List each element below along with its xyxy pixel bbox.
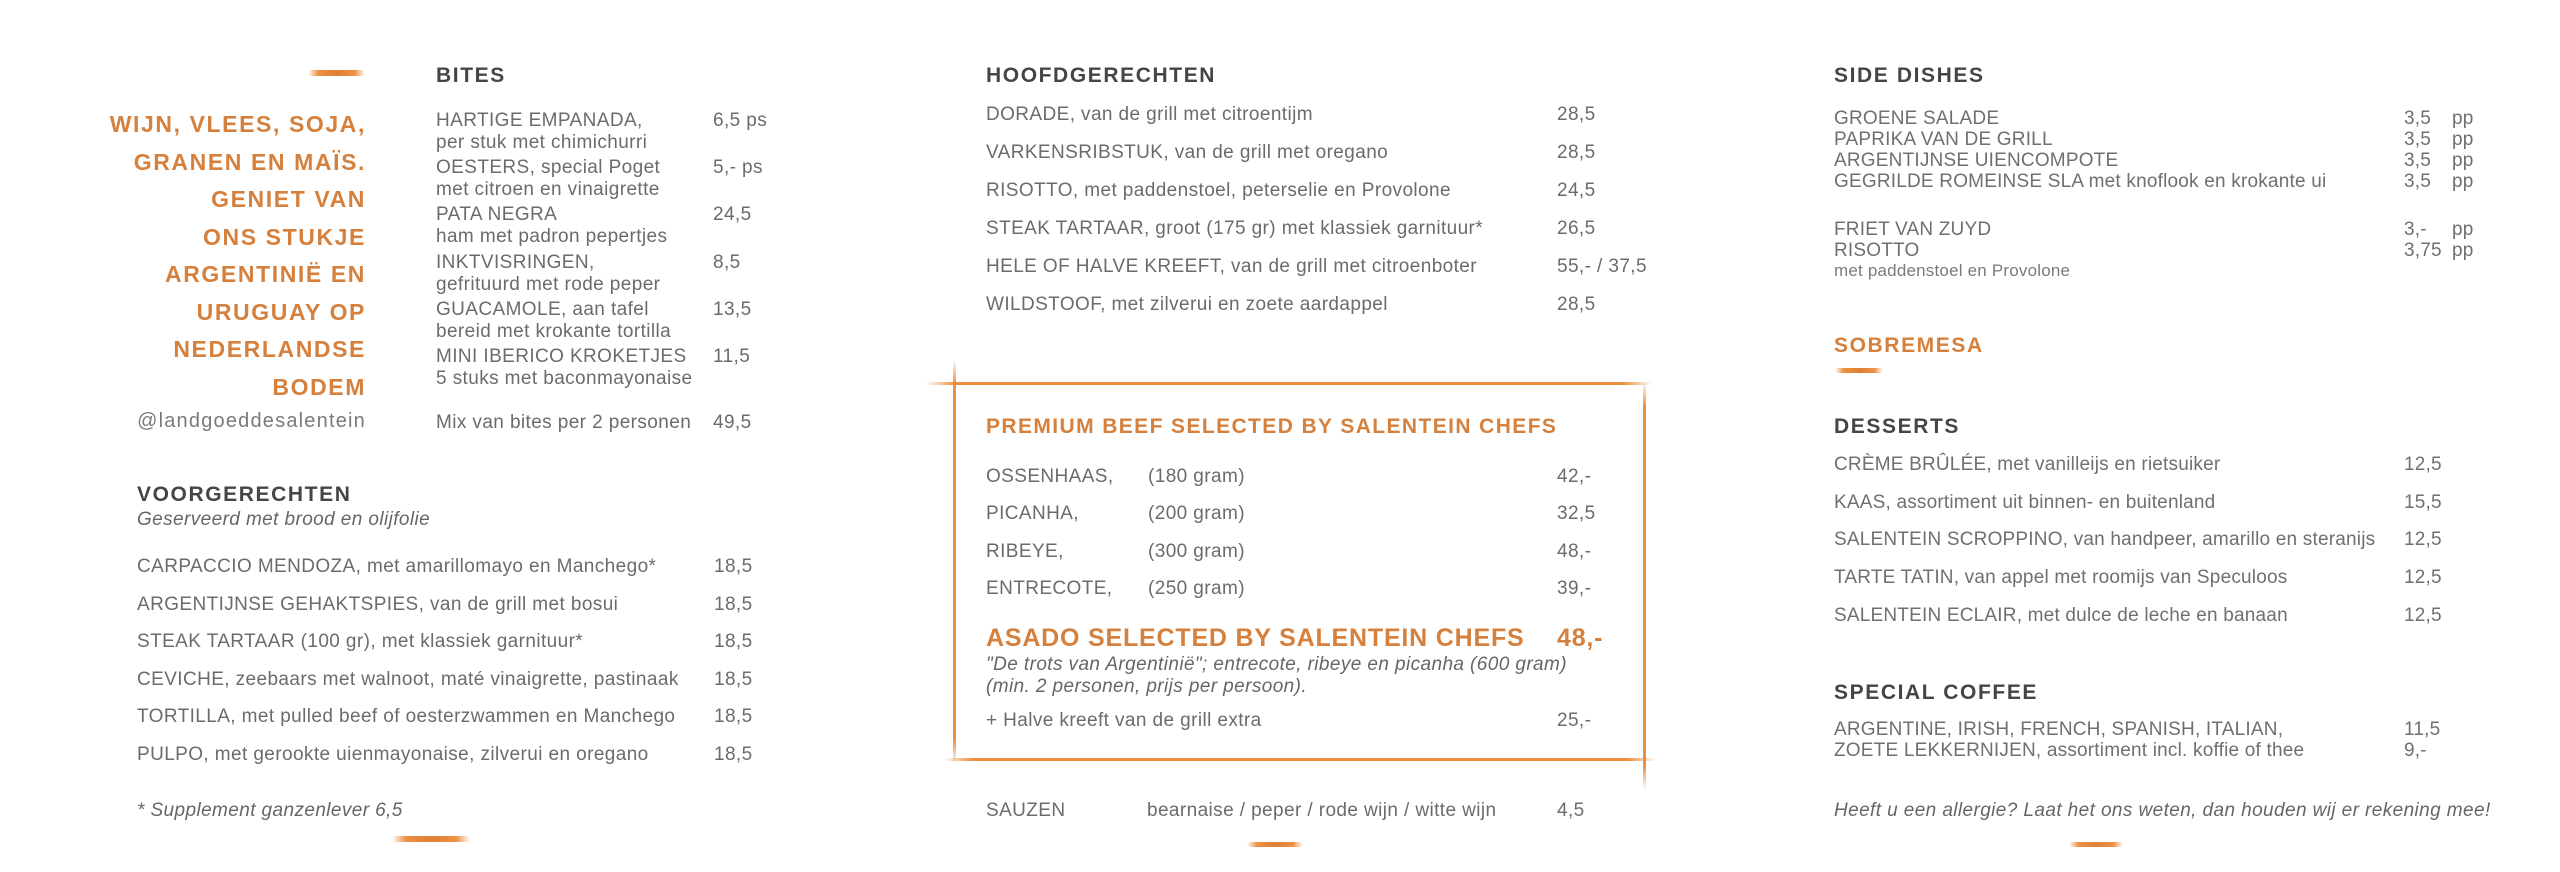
menu-item xyxy=(986,710,1592,731)
menu-item xyxy=(436,110,796,154)
section-subtitle: Geserveerd met brood en olijfolie xyxy=(137,509,431,530)
item-text: HARTIGE EMPANADA, xyxy=(436,110,643,131)
item-price: 12,5 xyxy=(2404,567,2442,588)
headline-line: BODEM xyxy=(272,373,366,400)
item-price: 32,5 xyxy=(1557,503,1596,524)
item-text: GEGRILDE ROMEINSE SLA met knoflook en krokante ui xyxy=(1834,171,2327,192)
item-text: GUACAMOLE, aan tafel xyxy=(436,299,649,320)
item-price: 28,5 xyxy=(1557,294,1596,315)
item-text: RISOTTO xyxy=(1834,240,1920,261)
item-subtext: met paddenstoel en Provolone xyxy=(1834,261,2071,280)
item-text: ARGENTIJNSE UIENCOMPOTE xyxy=(1834,150,2119,171)
sauzen-options: bearnaise / peper / rode wijn / witte wijn xyxy=(1147,800,1497,821)
menu-item xyxy=(436,252,796,296)
menu-item xyxy=(1834,108,2474,129)
item-price: 18,5 xyxy=(714,594,753,615)
item-price: 4,5 xyxy=(1557,800,1585,821)
footnote: * Supplement ganzenlever 6,5 xyxy=(137,800,403,821)
item-text: TORTILLA, met pulled beef of oesterzwammen en Manchego xyxy=(137,706,676,727)
menu-item xyxy=(436,204,796,248)
item-text: STEAK TARTAAR (100 gr), met klassiek garnituur* xyxy=(137,631,584,652)
asado-description: "De trots van Argentinië"; entrecote, ribeye en picanha (600 gram) xyxy=(986,654,1567,675)
menu-item xyxy=(986,294,1596,315)
item-weight: (300 gram) xyxy=(1148,541,1245,562)
item-text: CEVICHE, zeebaars met walnoot, maté vinaigrette, pastinaak xyxy=(137,669,679,690)
item-unit: pp xyxy=(2452,129,2474,150)
menu-item xyxy=(1834,567,2442,588)
box-border-right xyxy=(1643,382,1646,790)
instagram-handle: @landgoeddesalentein xyxy=(137,410,366,432)
item-text: ENTRECOTE, xyxy=(986,578,1113,599)
item-text: STEAK TARTAAR, groot (175 gr) met klassiek garnituur* xyxy=(986,218,1484,239)
menu-item xyxy=(986,142,1596,163)
menu-item xyxy=(1834,529,2442,550)
item-text: WILDSTOOF, met zilverui en zoete aardappel xyxy=(986,294,1388,315)
menu-item xyxy=(137,594,753,615)
item-price: 42,- xyxy=(1557,466,1592,487)
item-price: 12,5 xyxy=(2404,529,2442,550)
brush-dash-icon xyxy=(1835,368,1883,373)
item-text: FRIET VAN ZUYD xyxy=(1834,219,1992,240)
item-text: OSSENHAAS, xyxy=(986,466,1114,487)
item-price: 55,- / 37,5 xyxy=(1557,256,1647,277)
item-text: VARKENSRIBSTUK, van de grill met oregano xyxy=(986,142,1389,163)
item-price: 9,- xyxy=(2404,740,2427,761)
menu-item xyxy=(1834,171,2474,192)
item-unit: pp xyxy=(2452,171,2474,192)
item-price: 18,5 xyxy=(714,669,753,690)
item-text: SALENTEIN ECLAIR, met dulce de leche en banaan xyxy=(1834,605,2288,626)
section-title-asado xyxy=(986,624,1604,653)
item-price: 18,5 xyxy=(714,744,753,765)
allergy-note: Heeft u een allergie? Laat het ons weten, dan houden wij er rekening mee! xyxy=(1834,800,2491,821)
item-subtext: 5 stuks met baconmayonaise xyxy=(436,368,693,389)
box-border-left xyxy=(953,360,956,764)
item-subtext: ham met padron pepertjes xyxy=(436,226,668,247)
box-border-top xyxy=(926,382,1652,385)
headline-line: WIJN, VLEES, SOJA, xyxy=(109,111,366,137)
menu-item xyxy=(986,503,1596,525)
item-price: 3,5 xyxy=(2404,150,2432,171)
item-text: CARPACCIO MENDOZA, met amarillomayo en Manchego* xyxy=(137,556,657,577)
menu-item xyxy=(436,346,796,390)
section-title-side-dishes: SIDE DISHES xyxy=(1834,64,1985,87)
menu-item xyxy=(986,180,1596,201)
menu-item xyxy=(1834,240,2474,261)
headline-line: ONS STUKJE xyxy=(203,223,366,250)
item-price: 24,5 xyxy=(713,204,752,225)
brush-dash-icon xyxy=(308,70,365,76)
item-text: PAPRIKA VAN DE GRILL xyxy=(1834,129,2053,150)
item-text: KAAS, assortiment uit binnen- en buitenland xyxy=(1834,492,2216,513)
menu-item xyxy=(137,631,753,652)
item-subtext: per stuk met chimichurri xyxy=(436,132,648,153)
menu-item xyxy=(1834,219,2474,240)
menu-item-mix xyxy=(436,412,796,434)
menu-item xyxy=(986,466,1592,488)
menu-item xyxy=(436,157,796,201)
headline-line: GENIET VAN xyxy=(211,186,366,212)
asado-description: (min. 2 personen, prijs per persoon). xyxy=(986,676,1308,697)
menu-item xyxy=(137,706,753,727)
item-text: TARTE TATIN, van appel met roomijs van Speculoos xyxy=(1834,567,2288,588)
menu-item xyxy=(986,578,1592,600)
item-price: 28,5 xyxy=(1557,142,1596,163)
section-title-voorgerechten: VOORGERECHTEN xyxy=(137,483,352,506)
section-title-premium-beef: PREMIUM BEEF SELECTED BY SALENTEIN CHEFS xyxy=(986,415,1558,438)
section-title-sobremesa: SOBREMESA xyxy=(1834,334,1984,357)
brush-dash-icon xyxy=(1247,842,1303,847)
box-border-bottom xyxy=(944,758,1656,761)
menu-item xyxy=(1834,492,2442,513)
item-price: 24,5 xyxy=(1557,180,1596,201)
item-subtext: met citroen en vinaigrette xyxy=(436,179,660,200)
item-text: MINI IBERICO KROKETJES xyxy=(436,346,687,367)
item-text: PICANHA, xyxy=(986,503,1079,524)
item-price: 13,5 xyxy=(713,299,752,320)
item-text: ZOETE LEKKERNIJEN, assortiment incl. koffie of thee xyxy=(1834,740,2305,761)
item-price: 15,5 xyxy=(2404,492,2442,513)
item-price: 18,5 xyxy=(714,631,753,652)
sauzen-row xyxy=(986,800,1585,821)
menu-item xyxy=(137,744,753,765)
menu-item xyxy=(1834,605,2442,626)
menu-item xyxy=(1834,454,2442,475)
item-price: 8,5 xyxy=(713,252,741,273)
item-price: 39,- xyxy=(1557,578,1592,599)
menu-item xyxy=(1834,719,2441,740)
menu-item xyxy=(1834,129,2474,150)
item-price: 3,5 xyxy=(2404,171,2432,192)
item-unit: pp xyxy=(2452,108,2474,129)
item-text: DORADE, van de grill met citroentijm xyxy=(986,104,1313,125)
item-text: PULPO, met gerookte uienmayonaise, zilverui en oregano xyxy=(137,744,649,765)
menu-item xyxy=(1834,150,2474,171)
item-weight: (250 gram) xyxy=(1148,578,1245,599)
item-text: + Halve kreeft van de grill extra xyxy=(986,710,1262,731)
menu-item xyxy=(986,256,1647,277)
item-text: ARGENTINE, IRISH, FRENCH, SPANISH, ITALIAN, xyxy=(1834,719,2284,740)
item-price: 3,5 xyxy=(2404,108,2432,129)
brush-dash-icon xyxy=(2069,842,2123,847)
item-price: 3,5 xyxy=(2404,129,2432,150)
item-price: 12,5 xyxy=(2404,454,2442,475)
menu-item xyxy=(986,104,1596,125)
item-price: 6,5 ps xyxy=(713,110,768,131)
item-text: SALENTEIN SCROPPINO, van handpeer, amarillo en steranijs xyxy=(1834,529,2376,550)
item-weight: (180 gram) xyxy=(1148,466,1245,487)
item-price: 3,75 xyxy=(2404,240,2442,261)
item-subtext: gefrituurd met rode peper xyxy=(436,274,661,295)
item-text: GROENE SALADE xyxy=(1834,108,2000,129)
brush-dash-icon xyxy=(392,836,470,842)
section-title-desserts: DESSERTS xyxy=(1834,415,1960,438)
item-subtext: bereid met krokante tortilla xyxy=(436,321,672,342)
headline-line: URUGUAY OP xyxy=(196,298,366,325)
item-weight: (200 gram) xyxy=(1148,503,1245,524)
item-price: 28,5 xyxy=(1557,104,1596,125)
item-price: 48,- xyxy=(1557,541,1592,562)
item-text: RISOTTO, met paddenstoel, peterselie en Provolone xyxy=(986,180,1451,201)
item-text: PATA NEGRA xyxy=(436,204,558,225)
menu-item xyxy=(986,218,1596,239)
item-price: 3,- xyxy=(2404,219,2427,240)
section-title-special-coffee: SPECIAL COFFEE xyxy=(1834,681,2039,704)
menu-item xyxy=(436,299,796,343)
headline-line: GRANEN EN MAÏS. xyxy=(133,148,366,175)
headline-line: NEDERLANDSE xyxy=(173,336,366,362)
item-text: RIBEYE, xyxy=(986,541,1064,562)
menu-item xyxy=(137,556,753,577)
item-text: HELE OF HALVE KREEFT, van de grill met citroenboter xyxy=(986,256,1478,277)
item-text: ASADO SELECTED BY SALENTEIN CHEFS xyxy=(986,624,1525,652)
item-price: 26,5 xyxy=(1557,218,1596,239)
section-title-hoofdgerechten: HOOFDGERECHTEN xyxy=(986,64,1217,87)
item-text: CRÈME BRÛLÉE, met vanilleijs en rietsuiker xyxy=(1834,454,2221,475)
item-unit: pp xyxy=(2452,240,2474,261)
item-text: OESTERS, special Poget xyxy=(436,157,661,178)
headline-line: ARGENTINIË EN xyxy=(165,261,366,287)
item-price: 48,- xyxy=(1557,624,1604,652)
item-price: 18,5 xyxy=(714,556,753,577)
item-price: 49,5 xyxy=(713,412,752,433)
menu-item xyxy=(137,669,753,690)
item-price: 12,5 xyxy=(2404,605,2442,626)
item-text: SAUZEN xyxy=(986,800,1066,821)
item-price: 5,- ps xyxy=(713,157,763,178)
menu-item xyxy=(1834,740,2427,761)
item-price: 25,- xyxy=(1557,710,1592,731)
item-price: 11,5 xyxy=(713,346,751,367)
item-price: 18,5 xyxy=(714,706,753,727)
item-text: ARGENTIJNSE GEHAKTSPIES, van de grill met bosui xyxy=(137,594,619,615)
headline xyxy=(60,106,366,406)
item-text: INKTVISRINGEN, xyxy=(436,252,595,273)
item-unit: pp xyxy=(2452,219,2474,240)
section-title-bites: BITES xyxy=(436,64,506,87)
item-unit: pp xyxy=(2452,150,2474,171)
item-price: 11,5 xyxy=(2404,719,2441,740)
item-text: Mix van bites per 2 personen xyxy=(436,412,692,433)
menu-item xyxy=(986,541,1592,563)
